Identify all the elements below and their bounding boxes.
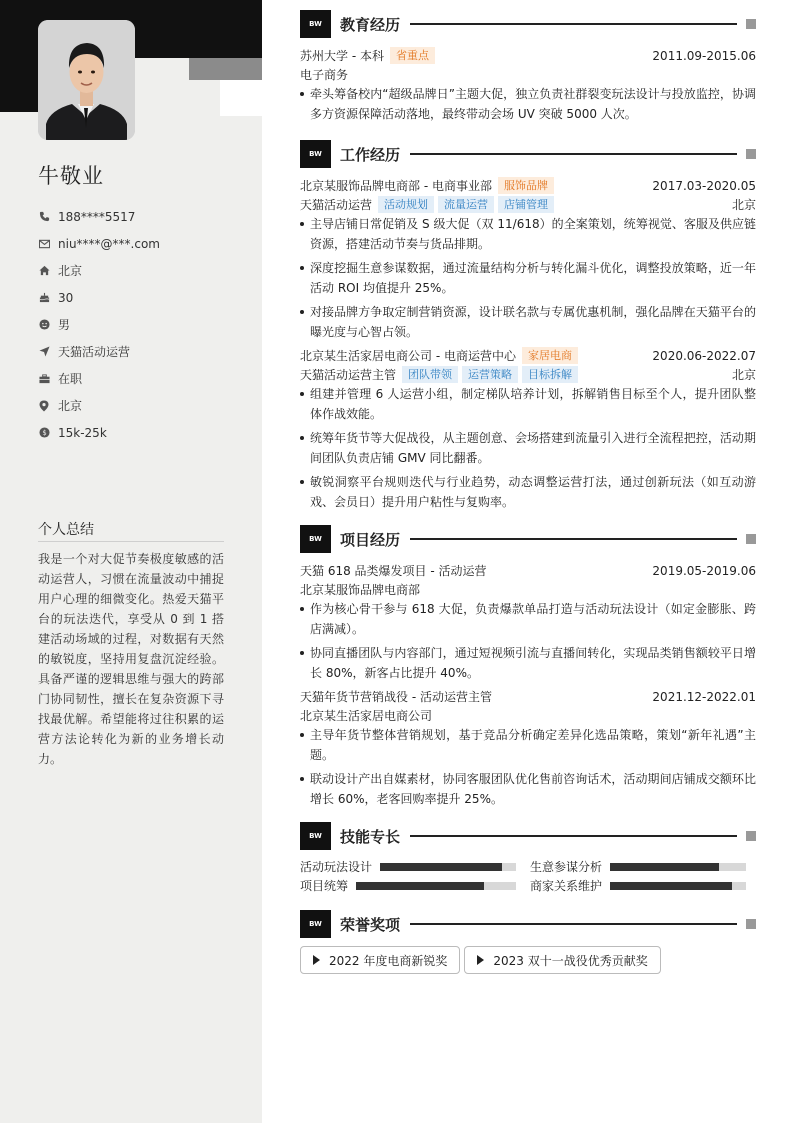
project-bullets [300,725,756,809]
info-age: 30 [38,284,238,311]
avatar [38,20,135,140]
section-header [300,10,756,38]
section-title: 教育经历 [340,15,401,34]
project-date: 2019.05-2019.06 [652,563,756,578]
section-square [746,534,756,544]
face-icon [38,319,50,331]
bw-badge: BW [300,822,331,850]
project-name: 天猫 618 品类爆发项目 - 活动运营 [300,564,487,578]
list-item: 组建并管理 6 人运营小组，制定梯队培养计划，拆解销售目标至个人，提升团队整体作战效能。 [300,384,756,424]
skill-bar-fill [610,863,719,871]
location-pin-icon [38,400,50,412]
job-role: 天猫活动运营 [300,198,373,212]
section-title: 荣誉奖项 [340,915,401,934]
project-entry [300,561,756,683]
info-phone: 188****5517 [38,203,238,230]
info-target-city: 北京 [38,392,238,419]
skills-section [300,822,756,894]
section-square [746,149,756,159]
section-title: 工作经历 [340,145,401,164]
contact-info-list [38,203,238,446]
award-label: 2023 双十一战役优秀贡献奖 [493,953,648,968]
job-city: 北京 [731,368,756,382]
bw-badge: BW [300,525,331,553]
project-entry [300,687,756,809]
decor-block-white [220,80,262,116]
skill-name: 商家关系维护 [530,879,603,893]
project-org: 北京某服饰品牌电商部 [300,583,421,597]
awards-list [300,946,756,974]
project-org: 北京某生活家居电商公司 [300,709,433,723]
company-tag: 家居电商 [522,347,578,364]
job-entry [300,176,756,342]
list-item: 联动设计产出自媒素材，协同客服团队优化售前咨询话术，活动期间店铺成交额环比增长 60%，老客回购率提升 25%。 [300,769,756,809]
skill-name: 生意参谋分析 [530,860,603,874]
job-bullets [300,214,756,342]
bw-badge: BW [300,140,331,168]
section-divider [410,153,737,155]
section-square [746,831,756,841]
job-entry [300,346,756,512]
info-job-status: 在职 [38,365,238,392]
sidebar [0,0,262,1123]
briefcase-icon [38,373,50,385]
project-name: 天猫年货节营销战役 - 活动运营主管 [300,690,492,704]
major: 电子商务 [300,68,349,82]
skill-item [300,877,530,894]
company-name: 北京某生活家居电商公司 - 电商运营中心 [300,349,516,363]
section-title: 技能专长 [340,827,401,846]
info-salary: $ 15k-25k [38,419,238,446]
work-section [300,140,756,516]
info-email: niu****@***.com [38,230,238,257]
skill-bar-fill [610,882,732,890]
list-item: 主导店铺日常促销及 S 级大促（双 11/618）的全案策划，统筹视觉、客服及供应链资源，搭建活动节奏与货品排期。 [300,214,756,254]
home-icon [38,265,50,277]
project-date: 2021.12-2022.01 [652,689,756,704]
school-name: 苏州大学 - 本科 [300,49,384,63]
skill-bar [356,882,516,890]
awards-section [300,910,756,974]
skill-bar-fill [356,882,484,890]
list-item: 牵头筹备校内“超级品牌日”主题大促，独立负责社群裂变玩法设计与投放监控，协调多方资源保障活动落地，最终带动会场 UV 突破 5000 人次。 [300,84,756,124]
job-date: 2020.06-2022.07 [652,348,756,363]
list-item: 主导年货节整体营销规划，基于竞品分析确定差异化选品策略，策划“新年礼遇”主题。 [300,725,756,765]
award-badge [300,946,460,974]
section-header [300,140,756,168]
section-header [300,525,756,553]
education-date: 2011.09-2015.06 [652,48,756,63]
skill-bar-fill [380,863,502,871]
skill-item [530,858,756,875]
summary-text: 我是一个对大促节奏极度敏感的活动运营人，习惯在流量波动中捕捉用户心理的细微变化。热爱天猫平台的玩法迭代，享受从 0 到 1 搭建活动场域的过程，对数据有天然的敏锐度，坚持用复盘沉淀经验。具备严谨的逻辑思维与强大的跨部门协同韧性，擅长在复杂资源下寻找最优解。希望能将过往积累的运营方法论转化为新的业务增长动力。 [38,552,224,766]
role-tag: 流量运营 [438,196,494,213]
info-target-position: 天猫活动运营 [38,338,238,365]
skill-item [530,877,756,894]
info-residence: 北京 [38,257,238,284]
send-icon [38,346,50,358]
list-item: 对接品牌方争取定制营销资源，设计联名款与专属优惠机制，强化品牌在天猫平台的曝光度与心智占领。 [300,302,756,342]
role-tag: 团队带领 [402,366,458,383]
skill-name: 活动玩法设计 [300,860,373,874]
section-divider [410,23,737,25]
skill-item [300,858,530,875]
mail-icon [38,238,50,250]
project-bullets [300,599,756,683]
section-divider [410,538,737,540]
list-item: 统筹年货节等大促战役，从主题创意、会场搭建到流量引入进行全流程把控，活动期间团队负责店铺 GMV 同比翻番。 [300,428,756,468]
skill-name: 项目统筹 [300,879,349,893]
job-role: 天猫活动运营主管 [300,368,397,382]
list-item: 作为核心骨干参与 618 大促，负责爆款单品打造与活动玩法设计（如定金膨胀、跨店满减）。 [300,599,756,639]
decor-block-gray [189,58,262,80]
list-item: 敏锐洞察平台规则迭代与行业趋势，动态调整运营打法，通过创新玩法（如互动游戏、会员日）提升用户粘性与复购率。 [300,472,756,512]
education-bullets [300,84,756,124]
info-gender: 男 [38,311,238,338]
education-entry [300,46,756,124]
job-bullets [300,384,756,512]
projects-section [300,525,756,813]
bw-badge: BW [300,910,331,938]
skill-bar [380,863,516,871]
role-tag: 活动规划 [378,196,434,213]
section-divider [410,835,737,837]
section-header [300,822,756,850]
job-city: 北京 [731,198,756,212]
svg-text:$: $ [41,428,47,437]
money-icon [38,427,50,439]
bw-badge: BW [300,10,331,38]
job-date: 2017.03-2020.05 [652,178,756,193]
school-tag: 省重点 [390,47,435,64]
cake-icon [38,292,50,304]
play-triangle-icon [313,955,320,965]
section-square [746,919,756,929]
section-header [300,910,756,938]
company-tag: 服饰品牌 [498,177,554,194]
education-section [300,10,756,128]
section-square [746,19,756,29]
award-label: 2022 年度电商新锐奖 [329,953,448,968]
role-tag: 目标拆解 [522,366,578,383]
skill-bar [610,882,746,890]
role-tag: 店铺管理 [498,196,554,213]
award-badge [464,946,660,974]
summary-title: 个人总结 [38,519,224,542]
list-item: 深度挖掘生意参谋数据，通过流量结构分析与转化漏斗优化，调整投放策略，近一年活动 ROI 均值提升 25%。 [300,258,756,298]
role-tag: 运营策略 [462,366,518,383]
section-title: 项目经历 [340,530,401,549]
list-item: 协同直播团队与内容部门，通过短视频引流与直播间转化，实现品类销售额较平日增长 80%，新客占比提升 40%。 [300,643,756,683]
skills-list [300,858,756,894]
skill-bar [610,863,746,871]
section-divider [410,923,737,925]
play-triangle-icon [477,955,484,965]
phone-icon [38,211,50,223]
company-name: 北京某服饰品牌电商部 - 电商事业部 [300,179,492,193]
candidate-name: 牛敬业 [38,164,104,188]
